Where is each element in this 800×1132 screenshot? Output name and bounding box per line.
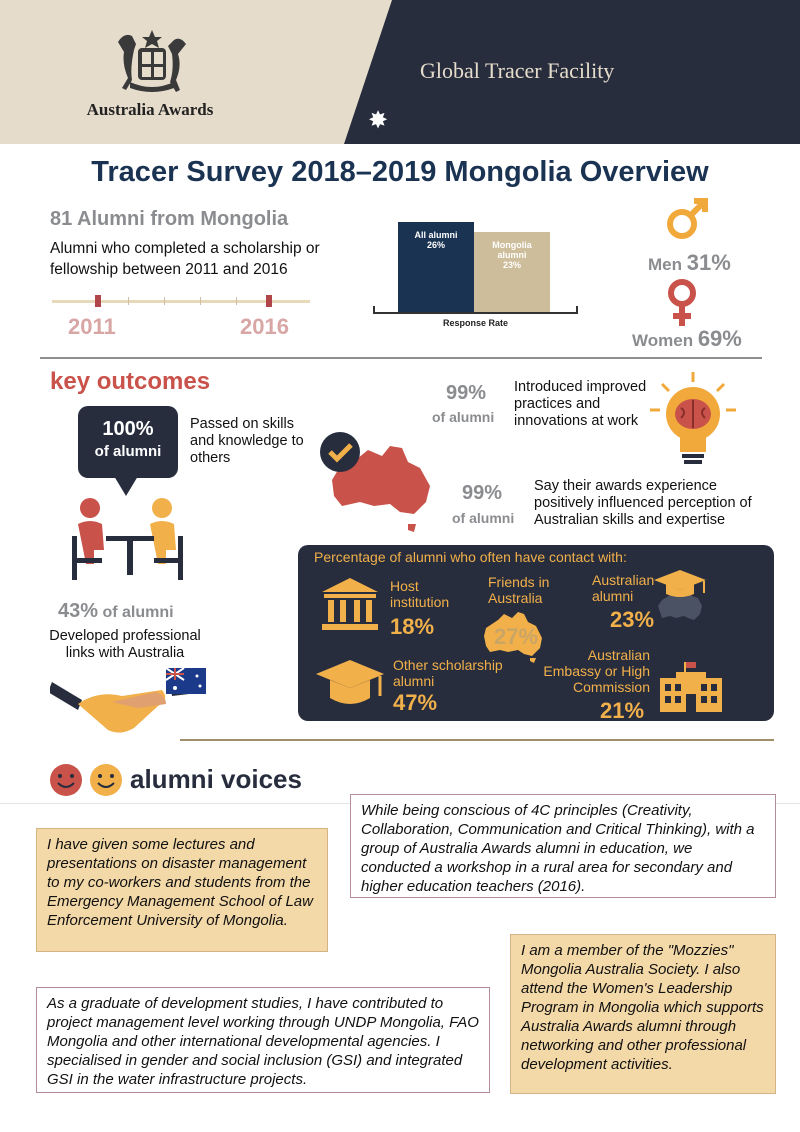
perception-text: Say their awards experience positively influenced perception of Australian skills and expertise xyxy=(534,478,752,528)
star-icon: ✸ xyxy=(368,107,389,134)
female-symbol-icon xyxy=(664,278,700,328)
brand-name: Australia Awards xyxy=(86,100,214,119)
institution-building-icon xyxy=(320,576,380,632)
perception-sub: of alumni xyxy=(452,510,515,526)
friends-label: Friends in Australia xyxy=(488,574,550,606)
chart-category-label: Mongolia alumni xyxy=(492,240,532,260)
lightbulb-brain-icon xyxy=(648,370,738,470)
links-text: Developed professional links with Australia xyxy=(49,628,201,661)
handshake-flag-icon xyxy=(50,668,208,740)
chart-x-label: Response Rate xyxy=(442,318,509,328)
embassy-building-icon xyxy=(656,660,726,716)
contact-panel-title: Percentage of alumni who often have contact with: xyxy=(314,549,627,565)
timeline-start-marker xyxy=(95,295,101,307)
chart-axis-tick xyxy=(576,306,578,314)
chart-category-label: All alumni xyxy=(414,230,458,240)
men-stat xyxy=(648,250,731,276)
other-pct: 47% xyxy=(393,690,438,715)
alumni-voices-title: alumni voices xyxy=(130,764,302,794)
timeline-tick xyxy=(236,297,237,305)
speech-bubble-tail xyxy=(114,476,138,496)
host-label: Host institution xyxy=(390,578,450,610)
links-sub: of alumni xyxy=(102,604,174,621)
quote-card: I have given some lectures and presentations on disaster management to my co-workers and students from the Emergency Management School of Law Enforcement University of Mongolia. xyxy=(36,828,328,952)
chart-axis xyxy=(373,312,578,314)
chart-data-label: 26% xyxy=(426,240,445,250)
aus-alumni-label: Australian alumni xyxy=(592,572,655,604)
section-divider-2 xyxy=(180,739,774,741)
meeting-people-icon xyxy=(70,496,190,582)
key-outcomes-title: key outcomes xyxy=(50,368,211,395)
host-pct: 18% xyxy=(390,614,435,639)
section-divider xyxy=(40,357,762,359)
men-pct: 31% xyxy=(686,250,731,275)
start-year: 2011 xyxy=(68,314,116,339)
embassy-pct: 21% xyxy=(600,698,645,723)
quote-card: As a graduate of development studies, I have contributed to project management level working through UNDP Mongolia, FAO Mongolia and other international developmental agencies. I specialised in gender and social inclusion (GSI) and integrated GSI in the water infrastructure projects. xyxy=(36,987,490,1093)
male-symbol-icon xyxy=(664,196,710,242)
timeline-tick xyxy=(128,297,129,305)
passed-pct: 100% xyxy=(102,418,154,440)
chart-bar xyxy=(398,222,474,312)
friends-pct: 27% xyxy=(494,624,539,649)
women-stat xyxy=(632,326,742,352)
timeline-tick xyxy=(164,297,165,305)
quote-card: While being conscious of 4C principles (Creativity, Collaboration, Communication and Critical Thinking), with a group of Australia Awards alumni in education, we conducted a workshop in a rural area for secondary and higher education teachers (2016). xyxy=(350,794,776,898)
end-year: 2016 xyxy=(240,314,289,339)
women-pct: 69% xyxy=(697,326,742,351)
passed-sub: of alumni xyxy=(94,443,162,460)
links-stat xyxy=(58,600,174,623)
passed-text: Passed on skills and knowledge to others xyxy=(190,416,304,466)
speech-bubble xyxy=(78,406,178,478)
other-label: Other scholarship alumni xyxy=(393,657,503,689)
improved-text: Introduced improved practices and innovations at work xyxy=(514,379,647,429)
australia-map-check-icon xyxy=(318,430,442,534)
coat-of-arms-logo xyxy=(104,28,200,96)
improved-pct: 99% xyxy=(446,382,487,404)
perception-pct: 99% xyxy=(462,482,503,504)
chart-data-label: 23% xyxy=(502,260,521,270)
page-title: Tracer Survey 2018–2019 Mongolia Overview xyxy=(91,156,709,188)
women-label: Women xyxy=(632,331,694,350)
quote-card: I am a member of the "Mozzies" Mongolia Australia Society. I also attend the Women's Leadership Program in Mongolia which supports Australia Awards alumni through networking and other professional development activities. xyxy=(510,934,776,1094)
chart-bar xyxy=(474,232,550,312)
graduation-cap-icon xyxy=(314,656,386,712)
improved-sub: of alumni xyxy=(432,409,495,425)
chart-axis-tick xyxy=(373,306,375,314)
men-label: Men xyxy=(648,255,682,274)
links-pct: 43% xyxy=(58,600,99,622)
alumni-description: Alumni who completed a scholarship or fellowship between 2011 and 2016 xyxy=(50,240,320,278)
smiley-faces-icon xyxy=(48,762,124,798)
alumni-count: 81 Alumni from Mongolia xyxy=(50,208,289,230)
embassy-label: Australian Embassy or High Commission xyxy=(543,647,650,695)
timeline-end-marker xyxy=(266,295,272,307)
timeline-tick xyxy=(200,297,201,305)
aus-alumni-pct: 23% xyxy=(610,607,655,632)
facility-name: Global Tracer Facility xyxy=(420,58,615,83)
